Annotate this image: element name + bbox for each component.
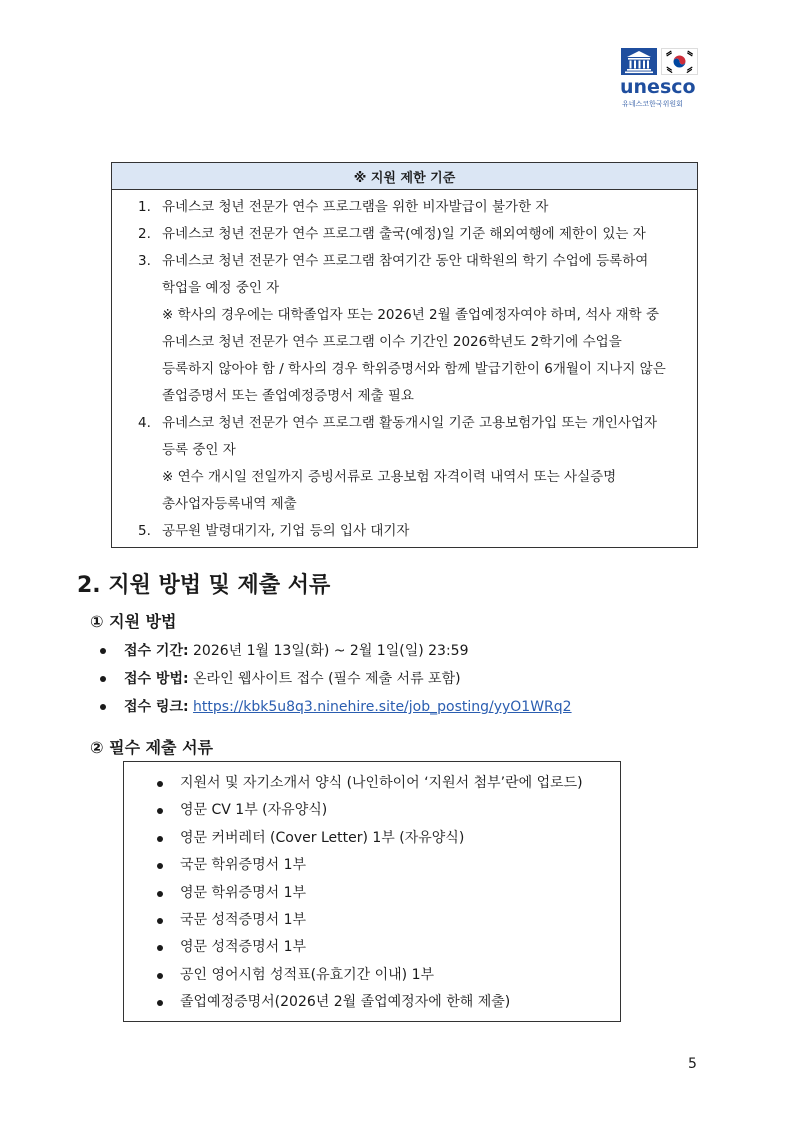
restriction-body (112, 190, 698, 548)
restriction-number: 5. (138, 523, 151, 539)
subsection-documents-title: ② 필수 제출 서류 (90, 738, 213, 757)
restriction-text: 공무원 발령대기자, 기업 등의 입사 대기자 (162, 523, 410, 539)
restriction-line (112, 329, 697, 356)
restriction-text: 유네스코 청년 전문가 연수 프로그램 출국(예정)일 기준 해외여행에 제한이 있는 자 (162, 226, 646, 242)
restriction-line (112, 275, 697, 302)
restriction-line (112, 437, 697, 464)
required-documents-box (123, 761, 621, 1022)
restriction-line (112, 221, 697, 248)
application-method-list (100, 637, 572, 721)
bullet-icon (157, 973, 163, 979)
restriction-line (112, 491, 697, 518)
restriction-table (111, 162, 698, 548)
restriction-number: 2. (138, 226, 151, 242)
restriction-line (112, 518, 697, 545)
restriction-text: ※ 연수 개시일 전일까지 증빙서류로 고용보험 자격이력 내역서 또는 사실증명 (162, 469, 617, 485)
unesco-wordmark: unesco (620, 76, 696, 98)
restriction-text: 학업을 예정 중인 자 (162, 280, 280, 296)
restriction-number: 4. (138, 415, 151, 431)
restriction-line (112, 464, 697, 491)
restriction-text: 등록 중인 자 (162, 442, 236, 458)
document-text: 영문 커버레터 (Cover Letter) 1부 (자유양식) (180, 829, 465, 846)
bullet-icon (157, 945, 163, 951)
korea-flag-icon (661, 48, 698, 75)
document-item (124, 880, 620, 907)
document-item (124, 797, 620, 824)
bullet-icon (157, 781, 163, 787)
subsection-method-title: ① 지원 방법 (90, 612, 177, 631)
restriction-text: 유네스코 청년 전문가 연수 프로그램을 위한 비자발급이 불가한 자 (162, 199, 549, 215)
restriction-line (112, 248, 697, 275)
document-item (124, 770, 620, 797)
bullet-icon (157, 1000, 163, 1006)
document-text: 국문 학위증명서 1부 (180, 857, 306, 874)
document-text: 공인 영어시험 성적표(유효기간 이내) 1부 (180, 966, 435, 983)
period-value: 2026년 1월 13일(화) ~ 2월 1일(일) 23:59 (188, 643, 469, 659)
list-item (100, 693, 572, 721)
unesco-subtitle: 유네스코한국위원회 (622, 100, 683, 108)
bullet-icon (100, 704, 106, 710)
document-text: 졸업예정증명서(2026년 2월 졸업예정자에 한해 제출) (180, 994, 511, 1011)
bullet-icon (157, 863, 163, 869)
restriction-text: 유네스코 청년 전문가 연수 프로그램 이수 기간인 2026학년도 2학기에 수업을 (162, 334, 622, 350)
restriction-text: ※ 학사의 경우에는 대학졸업자 또는 2026년 2월 졸업예정자여야 하며, 석사 재학 중 (162, 307, 659, 323)
bullet-icon (157, 918, 163, 924)
document-text: 지원서 및 자기소개서 양식 (나인하이어 ‘지원서 첨부’란에 업로드) (180, 775, 583, 791)
restriction-line (112, 302, 697, 329)
period-label: 접수 기간: (124, 643, 189, 659)
document-item (124, 852, 620, 879)
restriction-number: 1. (138, 199, 151, 215)
link-label: 접수 링크: (124, 699, 189, 715)
application-link[interactable]: https://kbk5u8q3.ninehire.site/job_posting/yyO1WRq2 (193, 699, 572, 715)
document-text: 영문 학위증명서 1부 (180, 884, 306, 901)
unesco-temple-icon (621, 48, 657, 75)
document-item (124, 989, 620, 1016)
list-item (100, 665, 572, 693)
method-label: 접수 방법: (124, 671, 189, 687)
bullet-icon (100, 648, 106, 654)
page-number: 5 (688, 1056, 697, 1072)
restriction-line (112, 410, 697, 437)
restriction-header: ※ 지원 제한 기준 (112, 163, 698, 190)
document-text: 영문 성적증명서 1부 (180, 939, 306, 956)
bullet-icon (157, 808, 163, 814)
document-text: 영문 CV 1부 (자유양식) (180, 802, 328, 819)
restriction-line (112, 383, 697, 410)
restriction-line (112, 356, 697, 383)
document-item (124, 934, 620, 961)
restriction-text: 유네스코 청년 전문가 연수 프로그램 활동개시일 기준 고용보험가입 또는 개인사업자 (162, 415, 658, 431)
document-item (124, 962, 620, 989)
restriction-text: 졸업증명서 또는 졸업예정증명서 제출 필요 (162, 388, 414, 404)
list-item (100, 637, 572, 665)
document-item (124, 907, 620, 934)
restriction-text: 유네스코 청년 전문가 연수 프로그램 참여기간 동안 대학원의 학기 수업에 등록하여 (162, 253, 649, 269)
method-value: 온라인 웹사이트 접수 (필수 제출 서류 포함) (188, 671, 461, 687)
bullet-icon (157, 891, 163, 897)
document-item (124, 825, 620, 852)
section-title: 2. 지원 방법 및 제출 서류 (77, 573, 331, 598)
restriction-line (112, 194, 697, 221)
restriction-text: 총사업자등록내역 제출 (162, 496, 297, 512)
bullet-icon (100, 676, 106, 682)
restriction-number: 3. (138, 253, 151, 269)
unesco-logo (619, 46, 699, 110)
restriction-text: 등록하지 않아야 함 / 학사의 경우 학위증명서와 함께 발급기한이 6개월이 지나지 않은 (162, 361, 666, 377)
bullet-icon (157, 836, 163, 842)
document-text: 국문 성적증명서 1부 (180, 911, 306, 928)
